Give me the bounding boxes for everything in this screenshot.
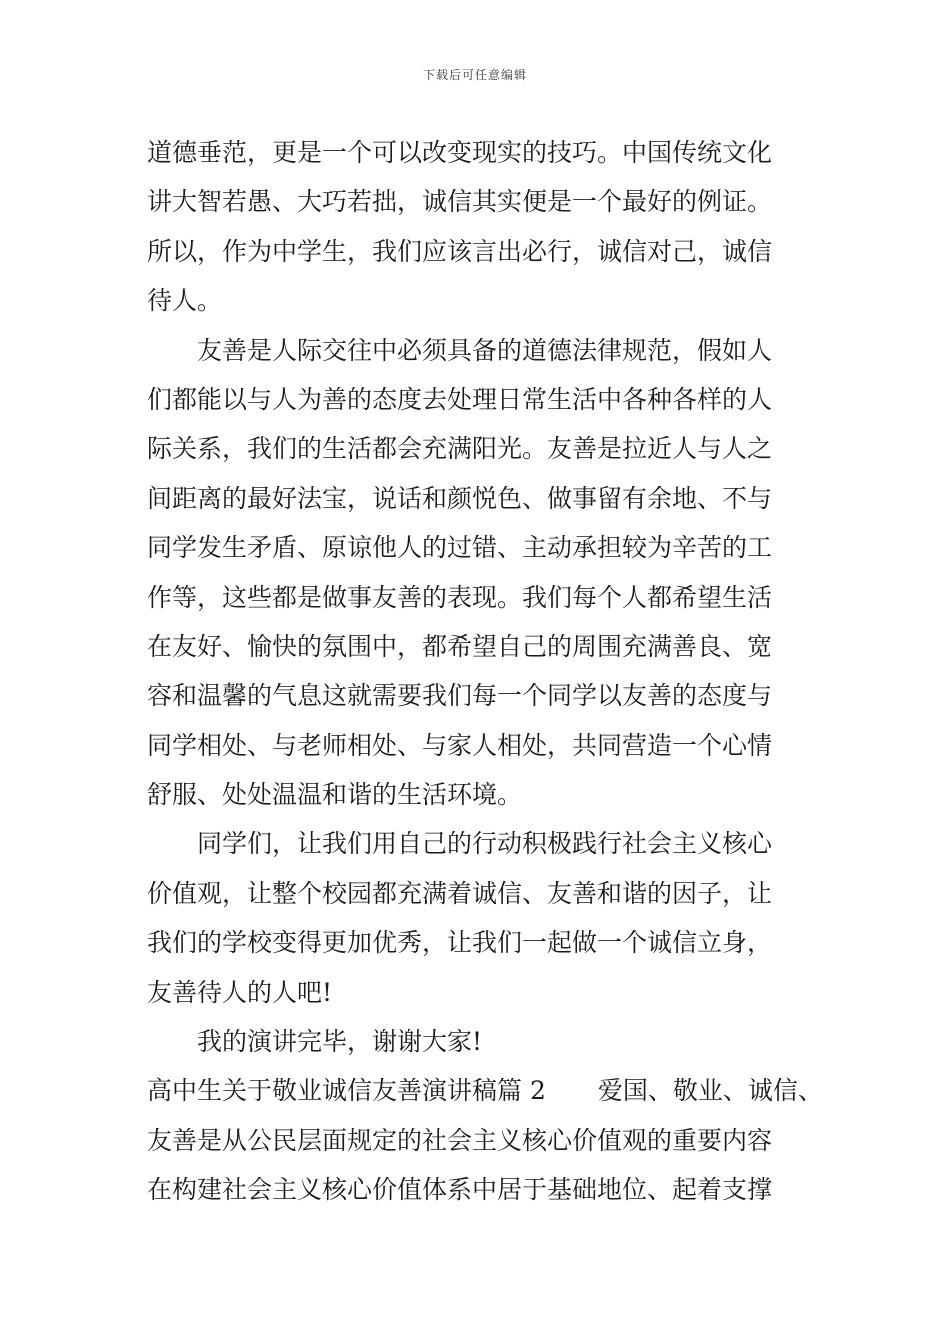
- text-line: 们都能以与人为善的态度去处理日常生活中各种各样的人: [147, 384, 773, 414]
- text-line: 在友好、愉快的氛围中，都希望自己的周围充满善良、宽: [147, 631, 773, 661]
- text-line: 容和温馨的气息这就需要我们每一个同学以友善的态度与: [147, 681, 773, 711]
- text-line: 同学发生矛盾、原谅他人的过错、主动承担较为辛苦的工: [147, 533, 773, 563]
- text-line: 友善待人的人吧!: [147, 977, 333, 1007]
- document-body: [147, 128, 827, 1215]
- text-line: 间距离的最好法宝，说话和颜悦色、做事留有余地、不与: [147, 483, 773, 513]
- text-line: 所以，作为中学生，我们应该言出必行，诚信对己，诚信: [147, 236, 773, 266]
- paragraph-start-line: 同学们，让我们用自己的行动积极践行社会主义核心: [197, 829, 773, 859]
- text-line: 作等，这些都是做事友善的表现。我们每个人都希望生活: [147, 582, 773, 612]
- text-line: 舒服、处处温温和谐的生活环境。: [147, 780, 523, 810]
- section-first-line-text: 爱国、敬业、诚信、: [597, 1076, 823, 1106]
- page-header-note: 下载后可任意编辑: [422, 68, 527, 82]
- text-line: 价值观，让整个校园都充满着诚信、友善和谐的因子，让: [147, 878, 773, 908]
- section-heading-line: [147, 1066, 827, 1115]
- text-line: 友善是从公民层面规定的社会主义核心价值观的重要内容: [147, 1125, 773, 1155]
- text-line: 我们的学校变得更加优秀，让我们一起做一个诚信立身，: [147, 928, 773, 958]
- text-line: 在构建社会主义核心价值体系中居于基础地位、起着支撑: [147, 1175, 773, 1205]
- text-line: 讲大智若愚、大巧若拙，诚信其实便是一个最好的例证。: [147, 187, 773, 217]
- text-line: 道德垂范，更是一个可以改变现实的技巧。中国传统文化: [147, 138, 773, 167]
- closing-line: 我的演讲完毕，谢谢大家!: [197, 1027, 483, 1057]
- text-line: 际关系，我们的生活都会充满阳光。友善是拉近人与人之: [147, 434, 773, 464]
- paragraph-start-line: 友善是人际交往中必须具备的道德法律规范，假如人: [197, 335, 773, 365]
- text-line: 待人。: [147, 286, 223, 316]
- text-line: 同学相处、与老师相处、与家人相处，共同营造一个心情: [147, 730, 773, 760]
- section-title: 高中生关于敬业诚信友善演讲稿篇 2: [147, 1076, 546, 1106]
